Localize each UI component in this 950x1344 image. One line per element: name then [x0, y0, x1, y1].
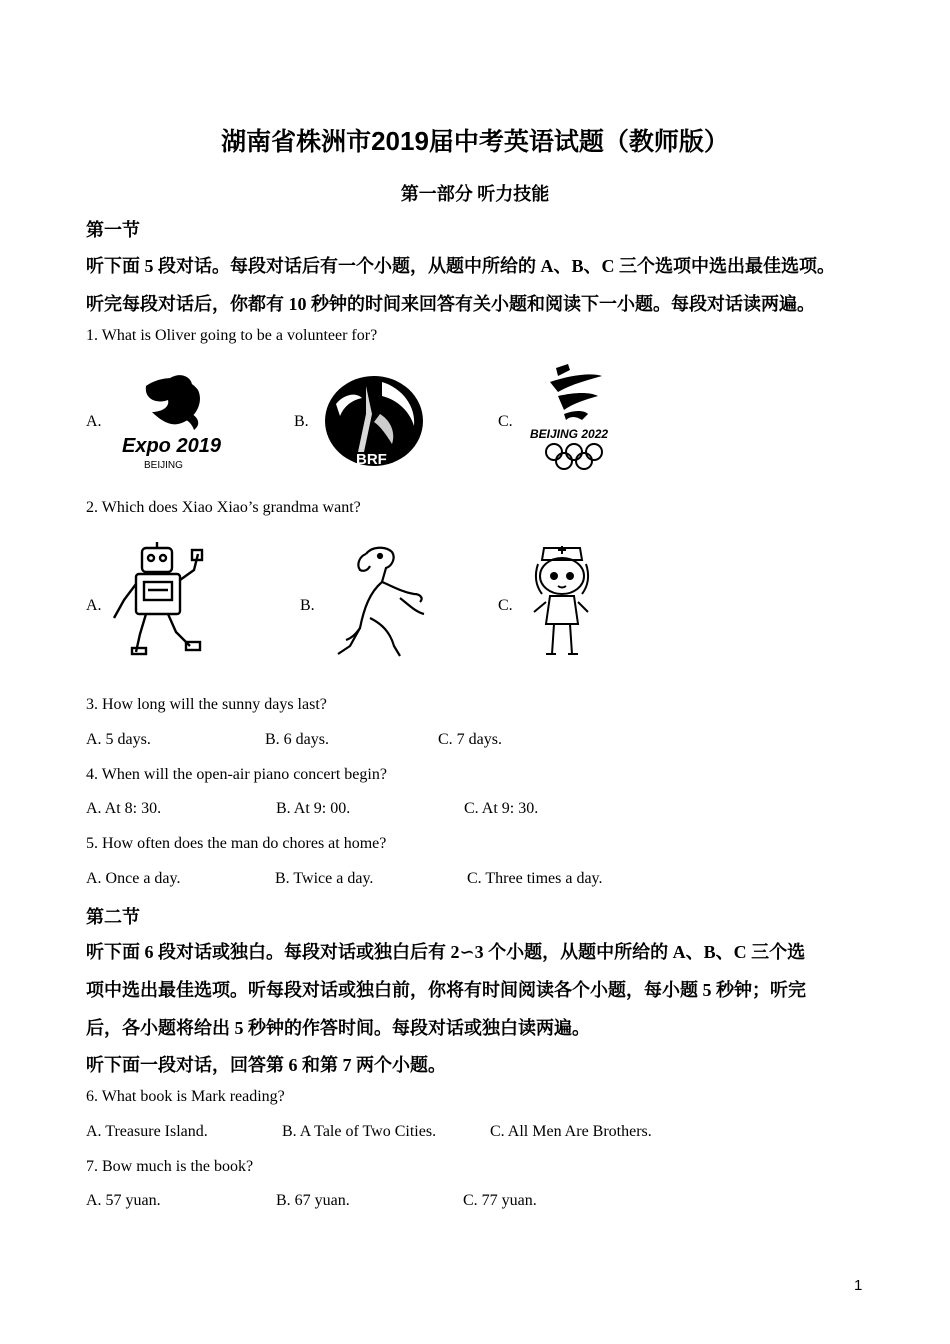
- q1-option-b-label: B.: [294, 413, 309, 430]
- question-3: 3. How long will the sunny days last?: [86, 696, 327, 713]
- q1-option-c-label: C.: [498, 413, 513, 430]
- q3-option-a: A. 5 days.: [86, 731, 151, 748]
- question-1: 1. What is Oliver going to be a volunteer for?: [86, 327, 378, 344]
- question-5: 5. How often does the man do chores at home?: [86, 835, 387, 852]
- section2-instruction-1: 听下面 6 段对话或独白。每段对话或独白后有 2∽3 个小题，从题中所给的 A、B、C 三个选: [86, 942, 806, 962]
- beijing-2022-logo-image: [528, 362, 632, 474]
- beijing-2022-logo-text: BEIJING 2022: [530, 427, 609, 441]
- q2-option-c-label: C.: [498, 597, 513, 614]
- question-4: 4. When will the open-air piano concert begin?: [86, 766, 387, 783]
- q5-option-c: C. Three times a day.: [467, 870, 603, 887]
- q5-option-a: A. Once a day.: [86, 870, 181, 887]
- section2-heading: 第二节: [86, 907, 140, 927]
- q3-option-c: C. 7 days.: [438, 731, 502, 748]
- q4-option-a: A. At 8: 30.: [86, 800, 162, 817]
- section2-instruction-2: 项中选出最佳选项。听每段对话或独白前，你将有时间阅读各个小题，每小题 5 秒钟；听完: [86, 980, 806, 1000]
- expo-2019-logo-image: [118, 372, 228, 472]
- section1-heading: 第一节: [86, 220, 140, 240]
- section2-instruction-3: 后，各小题将给出 5 秒钟的作答时间。每段对话或独白读两遍。: [86, 1018, 590, 1038]
- q1-option-a-label: A.: [86, 413, 102, 430]
- q7-option-b: B. 67 yuan.: [276, 1192, 350, 1209]
- q4-option-c: C. At 9: 30.: [464, 800, 539, 817]
- expo-logo-city: BEIJING: [144, 460, 183, 471]
- q2-option-b-label: B.: [300, 597, 315, 614]
- section2-subinstruction: 听下面一段对话，回答第 6 和第 7 两个小题。: [86, 1055, 446, 1075]
- dog-image: [330, 542, 434, 660]
- brf-logo-image: [322, 374, 426, 470]
- page-number: 1: [854, 1277, 863, 1294]
- question-6: 6. What book is Mark reading?: [86, 1088, 285, 1105]
- q7-option-a: A. 57 yuan.: [86, 1192, 161, 1209]
- q7-option-c: C. 77 yuan.: [463, 1192, 537, 1209]
- q6-option-a: A. Treasure Island.: [86, 1123, 208, 1140]
- q3-option-b: B. 6 days.: [265, 731, 329, 748]
- q2-option-a-label: A.: [86, 597, 102, 614]
- section1-instruction-1: 听下面 5 段对话。每段对话后有一个小题，从题中所给的 A、B、C 三个选项中选出最佳选项。: [86, 256, 835, 276]
- nurse-image: [526, 542, 598, 660]
- expo-logo-text: Expo 2019: [122, 435, 221, 457]
- q6-option-c: C. All Men Are Brothers.: [490, 1123, 652, 1140]
- brf-logo-text: BRF: [356, 451, 387, 468]
- title-year: 2019: [371, 126, 429, 156]
- q4-option-b: B. At 9: 00.: [276, 800, 351, 817]
- olympic-rings-icon: [546, 444, 602, 469]
- q6-option-b: B. A Tale of Two Cities.: [282, 1123, 437, 1140]
- section1-instruction-2: 听完每段对话后，你都有 10 秒钟的时间来回答有关小题和阅读下一小题。每段对话读两遍。: [86, 294, 815, 314]
- question-2: 2. Which does Xiao Xiao’s grandma want?: [86, 499, 361, 516]
- robot-image: [106, 540, 210, 658]
- document-title: 湖南省株洲市2019届中考英语试题（教师版）: [221, 126, 729, 156]
- q5-option-b: B. Twice a day.: [275, 870, 374, 887]
- question-7: 7. Bow much is the book?: [86, 1158, 254, 1175]
- part1-heading: 第一部分 听力技能: [400, 184, 550, 204]
